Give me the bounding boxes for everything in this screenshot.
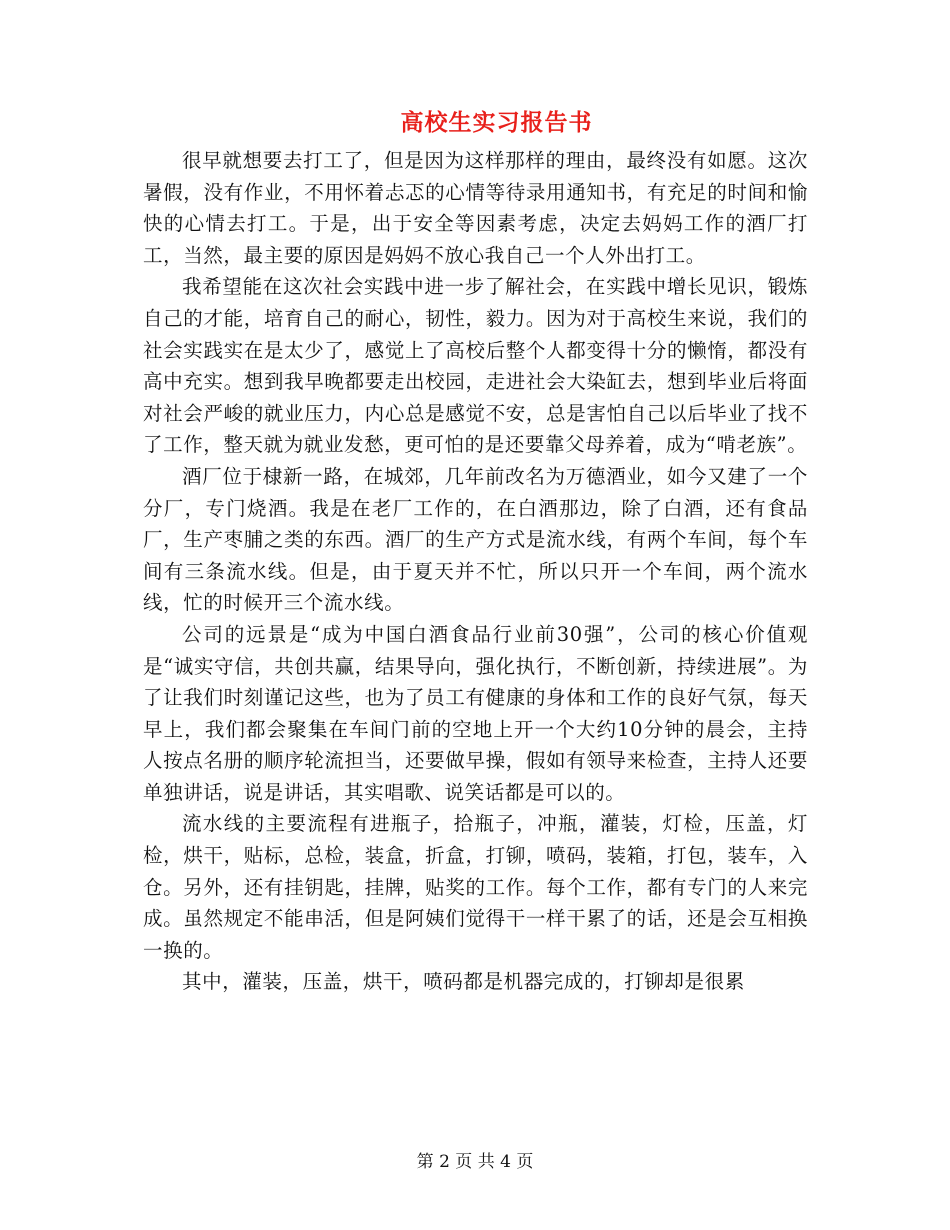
paragraph-2: 我希望能在这次社会实践中进一步了解社会，在实践中增长见识，锻炼自己的才能，培育自己的耐心，韧性，毅力。因为对于高校生来说，我们的社会实践实在是太少了，感觉上了高校后整个人都变得十分的懒惰，都没有高中充实。想到我早晚都要走出校园，走进社会大染缸去，想到毕业后将面对社会严峻的就业压力，内心总是感觉不安，总是害怕自己以后毕业了找不了工作，整天就为就业发愁，更可怕的是还要靠父母养着，成为“啃老族”。 — [143, 275, 808, 457]
document-title: 高校生实习报告书 — [400, 109, 593, 136]
paragraph-3: 酒厂位于棣新一路，在城郊，几年前改名为万德酒业，如今又建了一个分厂，专门烧酒。我是在老厂工作的，在白酒那边，除了白酒，还有食品厂，生产枣脯之类的东西。酒厂的生产方式是流水线，有两个车间，每个车间有三条流水线。但是，由于夏天并不忙，所以只开一个车间，两个流水线，忙的时候开三个流水线。 — [143, 464, 808, 615]
document-body — [143, 145, 808, 998]
paragraph-5: 流水线的主要流程有进瓶子，拾瓶子，冲瓶，灌装，灯检，压盖，灯检，烘干，贴标，总检，装盒，折盒，打铆，喷码，装箱，打包，装车，入仓。另外，还有挂钥匙，挂牌，贴奖的工作。每个工作，都有专门的人来完成。虽然规定不能串活，但是阿姨们觉得干一样干累了的话，还是会互相换一换的。 — [143, 812, 808, 962]
paragraph-6: 其中，灌装，压盖，烘干，喷码都是机器完成的，打铆却是很累 — [182, 970, 745, 994]
paragraph-4: 公司的远景是“成为中国白酒食品行业前30强”，公司的核心价值观是“诚实守信，共创共赢，结果导向，强化执行，不断创新，持续进展”。为了让我们时刻谨记这些，也为了员工有健康的身体和工作的良好气氛，每天早上，我们都会聚集在车间门前的空地上开一个大约10分钟的晨会，主持人按点名册的顺序轮流担当，还要做早操，假如有领导来检查，主持人还要单独讲话，说是讲话，其实唱歌、说笑话都是可以的。 — [143, 622, 808, 804]
page-number-footer: 第 2 页 共 4 页 — [416, 1152, 534, 1172]
paragraph-1: 很早就想要去打工了，但是因为这样那样的理由，最终没有如愿。这次暑假，没有作业，不用怀着忐忑的心情等待录用通知书，有充足的时间和愉快的心情去打工。于是，出于安全等因素考虑，决定去妈妈工作的酒厂打工，当然，最主要的原因是妈妈不放心我自己一个人外出打工。 — [143, 149, 808, 267]
